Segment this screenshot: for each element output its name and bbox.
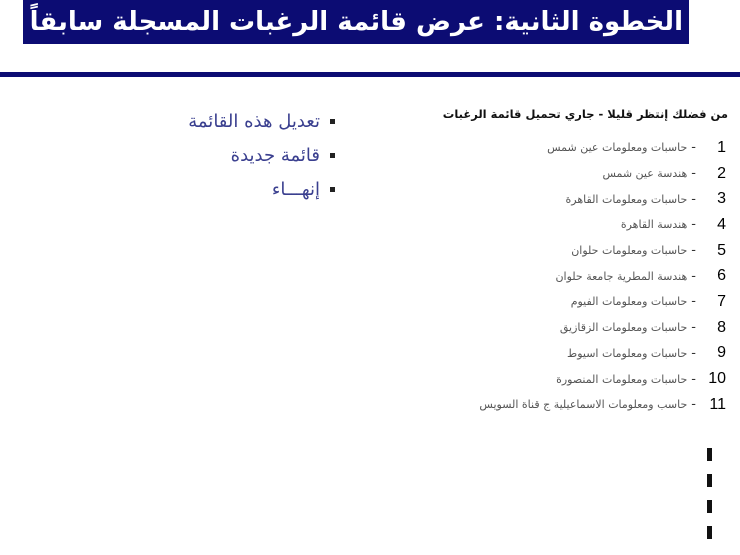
- new-list-label[interactable]: قائمة جديدة: [230, 144, 320, 166]
- preference-name: حاسبات ومعلومات حلوان: [571, 244, 688, 258]
- preference-name: حاسبات ومعلومات القاهرة: [565, 192, 688, 206]
- preference-separator: -: [691, 268, 696, 284]
- bullet-icon: [330, 119, 335, 124]
- preference-separator: -: [691, 371, 696, 387]
- preference-number: 5: [717, 241, 726, 259]
- continuation-dots: [707, 448, 712, 552]
- preference-name: هندسة عين شمس: [602, 167, 688, 181]
- continuation-dot: [707, 526, 712, 539]
- preference-item: [396, 186, 726, 212]
- preference-separator: -: [691, 345, 696, 361]
- preference-separator: -: [691, 243, 696, 259]
- preference-name: حاسبات ومعلومات عين شمس: [547, 141, 688, 155]
- options-menu: [188, 104, 335, 206]
- preference-number: 4: [717, 215, 726, 233]
- bullet-icon: [330, 187, 335, 192]
- preference-separator: -: [691, 294, 696, 310]
- preference-number: 8: [717, 318, 726, 336]
- preference-item: [396, 161, 726, 187]
- preference-number: 7: [717, 292, 726, 310]
- preference-separator: -: [691, 217, 696, 233]
- edit-list-label[interactable]: تعديل هذه القائمة: [188, 110, 320, 132]
- preference-separator: -: [691, 397, 696, 413]
- continuation-dot: [707, 500, 712, 513]
- preference-item: [396, 289, 726, 315]
- preference-name: حاسبات ومعلومات المنصورة: [556, 372, 688, 386]
- bullet-icon: [330, 153, 335, 158]
- preference-item: [396, 238, 726, 264]
- edit-list-option[interactable]: [188, 104, 335, 138]
- continuation-dot: [707, 448, 712, 461]
- preference-name: حاسبات ومعلومات الفيوم: [570, 295, 688, 309]
- page-title: الخطوة الثانية: عرض قائمة الرغبات المسجلة سابقاً: [23, 0, 689, 44]
- preference-item: [396, 392, 726, 418]
- preference-name: حاسب ومعلومات الاسماعيلية ج قناة السويس: [479, 398, 688, 412]
- preference-name: هندسة القاهرة: [620, 218, 688, 232]
- finish-label[interactable]: إنهـــاء: [271, 178, 320, 200]
- preference-separator: -: [691, 320, 696, 336]
- preference-separator: -: [691, 140, 696, 156]
- preference-separator: -: [691, 191, 696, 207]
- new-list-option[interactable]: [188, 138, 335, 172]
- preference-item: [396, 135, 726, 161]
- preference-item: [396, 315, 726, 341]
- preference-name: حاسبات ومعلومات الزقازيق: [559, 321, 688, 335]
- continuation-dot: [707, 474, 712, 487]
- finish-option[interactable]: [188, 172, 335, 206]
- preference-number: 2: [717, 164, 726, 182]
- preference-item: [396, 212, 726, 238]
- preference-number: 6: [717, 267, 726, 285]
- preference-item: [396, 366, 726, 392]
- preference-separator: -: [691, 166, 696, 182]
- preference-number: 9: [717, 344, 726, 362]
- preference-number: 1: [717, 138, 726, 156]
- header-divider: [0, 72, 740, 77]
- preference-number: 10: [708, 370, 726, 388]
- preference-name: هندسة المطرية جامعة حلوان: [555, 269, 688, 283]
- preference-number: 11: [709, 395, 726, 413]
- preferences-list: [396, 135, 726, 418]
- preference-number: 3: [717, 190, 726, 208]
- loading-status-text: من فضلك إنتظر قليلا - جاري تحميل قائمة الرغبات: [442, 107, 728, 121]
- preference-name: حاسبات ومعلومات اسيوط: [567, 346, 688, 360]
- preference-item: [396, 341, 726, 367]
- preference-item: [396, 263, 726, 289]
